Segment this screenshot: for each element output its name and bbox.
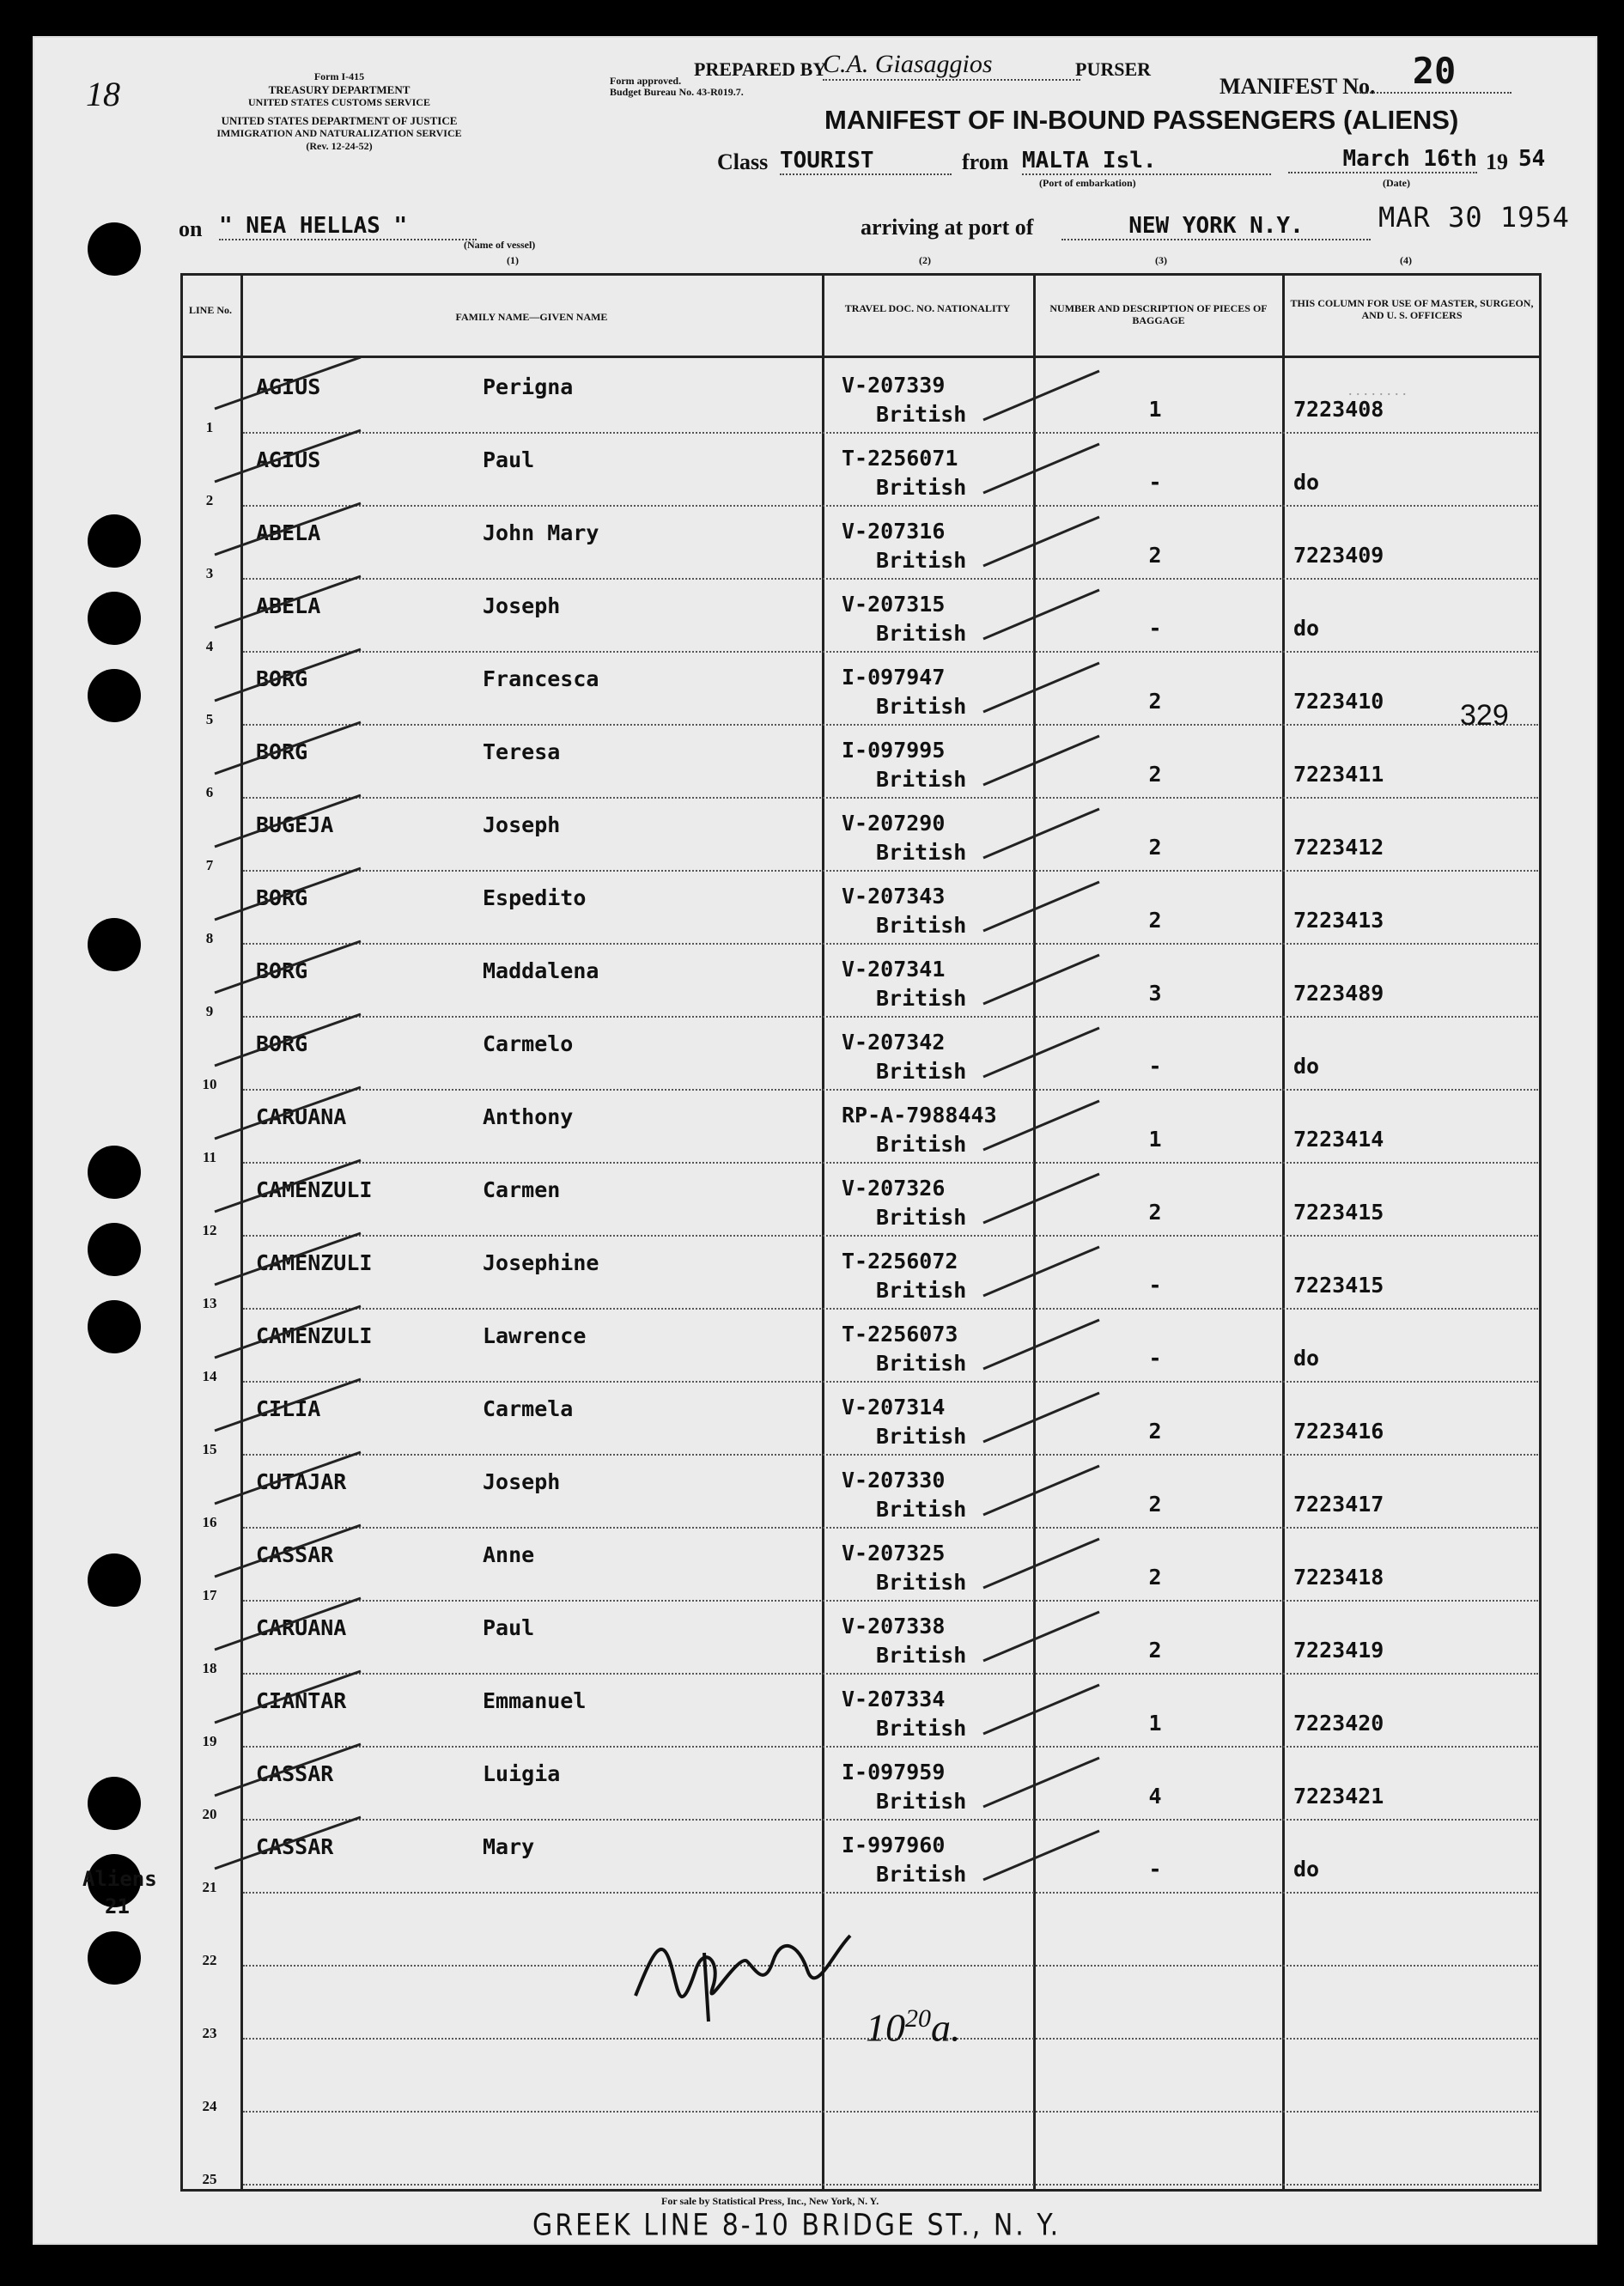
doc-check-mark-icon [979,875,1108,935]
officer-code: do [1293,1346,1320,1371]
manifest-title: MANIFEST OF IN-BOUND PASSENGERS (ALIENS) [824,105,1459,135]
nationality: British [876,402,967,427]
doc-check-mark-icon [979,364,1108,424]
nationality: British [876,1205,967,1230]
family-name: CUTAJAR [256,1469,347,1494]
row-rule [243,505,1538,507]
given-name: Paul [483,447,535,472]
family-name: CAMENZULI [256,1250,373,1275]
given-name: Luigia [483,1761,561,1786]
travel-doc-number: V-207330 [842,1468,946,1493]
header-name: FAMILY NAME—GIVEN NAME [455,311,608,323]
year-suffix: 54 [1518,146,1546,172]
officer-code: 7223415 [1293,1200,1384,1225]
nationality: British [876,1278,967,1303]
form-number: Form I-415 [313,70,365,82]
line-number: 1 [205,419,214,435]
nationality: British [876,475,967,500]
check-mark-icon [206,1371,378,1439]
family-name: BORG [256,885,308,910]
nationality: British [876,1059,967,1084]
baggage-count: 4 [1148,1784,1162,1809]
family-name: CAMENZULI [256,1177,373,1202]
nationality: British [876,986,967,1011]
given-name: Carmela [483,1396,574,1421]
travel-doc-number: V-207334 [842,1687,946,1711]
column-number-4: (4) [1400,254,1412,266]
travel-doc-number: T-2256071 [842,446,958,471]
row-rule [243,1746,1538,1748]
header-officers-text: THIS COLUMN FOR USE OF MASTER, SURGEON, AND U. S. OFFICERS [1290,297,1534,321]
given-name: Carmelo [483,1031,574,1056]
nationality: British [876,1862,967,1887]
given-name: Paul [483,1615,535,1640]
line-number: 2 [205,492,214,508]
check-mark-icon [206,1079,378,1147]
margin-note-number: 329 [1460,699,1509,732]
family-name: CILIA [256,1396,321,1421]
purser-signature: C.A. Giasaggios [823,50,1080,81]
column-number-3: (3) [1155,254,1167,266]
row-rule [243,1892,1538,1894]
check-mark-icon [206,1517,378,1585]
travel-doc-number: V-207325 [842,1541,946,1566]
row-rule [243,1527,1538,1529]
family-name: CAMENZULI [256,1323,373,1348]
vessel-note: (Name of vessel) [464,239,536,251]
given-name: Teresa [483,739,561,764]
line-number: 21 [202,1879,217,1895]
table-top-border [180,273,1542,276]
baggage-count: 2 [1148,543,1162,568]
officer-code: 7223413 [1293,908,1384,933]
given-name: Lawrence [483,1323,587,1348]
check-mark-icon [206,495,378,563]
nationality: British [876,1351,967,1376]
travel-doc-number: V-207326 [842,1176,946,1201]
line-number: 23 [202,2025,217,2041]
officer-code: 7223412 [1293,835,1384,860]
row-rule [243,1454,1538,1456]
line-number: 18 [202,1660,217,1676]
doc-check-mark-icon [979,1678,1108,1738]
officer-code: do [1293,470,1320,495]
nationality: British [876,913,967,938]
from-label: from [962,149,1009,174]
approval-line-2: Budget Bureau No. 43-R019.7. [610,86,744,98]
table-header-border [180,356,1542,358]
officer-code: 7223415 [1293,1273,1384,1298]
line-number: 17 [202,1587,217,1603]
handwritten-time-minutes: 20 [905,2004,931,2033]
doc-check-mark-icon [979,1313,1108,1373]
check-mark-icon [206,1809,378,1877]
line-number: 5 [205,711,214,727]
row-rule [243,1235,1538,1237]
travel-doc-number: V-207338 [842,1614,946,1639]
row-rule [243,1016,1538,1018]
baggage-count: - [1148,1346,1162,1371]
vessel-name: " NEA HELLAS " [219,213,477,240]
family-name: CASSAR [256,1761,334,1786]
baggage-count: - [1148,616,1162,641]
baggage-count: 2 [1148,1492,1162,1517]
row-rule [243,1308,1538,1310]
row-rule [243,870,1538,872]
line-number: 24 [202,2098,217,2114]
given-name: Joseph [483,812,561,837]
doc-check-mark-icon [979,1605,1108,1665]
doc-check-mark-icon [979,510,1108,570]
handwritten-time [866,2004,961,2050]
travel-doc-number: V-207343 [842,884,946,909]
check-mark-icon [206,568,378,636]
nationality: British [876,621,967,646]
baggage-count: - [1148,1857,1162,1882]
line-number: 9 [205,1003,214,1019]
travel-doc-number: I-097959 [842,1760,946,1784]
check-mark-icon [206,349,378,417]
manifest-page [33,36,1597,2245]
doc-check-mark-icon [979,1240,1108,1300]
row-rule [243,651,1538,653]
class-label: Class [717,149,769,174]
nationality: British [876,840,967,865]
line-number: 6 [205,784,214,800]
column-number-1: (1) [507,254,519,266]
given-name: Anthony [483,1104,574,1129]
year-prefix: 19 [1486,149,1508,174]
officer-code: 7223408 [1293,397,1384,422]
check-mark-icon [206,714,378,782]
arrival-date-stamp: MAR 30 1954 [1378,201,1570,234]
doc-check-mark-icon [979,583,1108,643]
officer-code: 7223489 [1293,981,1384,1006]
officer-code: 7223417 [1293,1492,1384,1517]
header-officers [1286,297,1537,321]
baggage-count: 1 [1148,1127,1162,1152]
check-mark-icon [206,1298,378,1366]
officer-code: 7223421 [1293,1784,1384,1809]
doc-check-mark-icon [979,437,1108,497]
treasury-dept: TREASURY DEPARTMENT [268,83,411,96]
line-number: 8 [205,930,214,946]
baggage-count: 2 [1148,1200,1162,1225]
nationality: British [876,1424,967,1449]
check-mark-icon [206,1663,378,1731]
purser-label: PURSER [1075,58,1152,80]
row-rule [243,432,1538,434]
check-mark-icon [206,1736,378,1804]
arrival-port: NEW YORK N.Y. [1061,213,1371,240]
row-rule [243,1381,1538,1383]
handwritten-time-hour: 10 [866,2005,905,2050]
line-number: 15 [202,1441,217,1457]
baggage-count: - [1148,1054,1162,1079]
line-number: 12 [202,1222,217,1238]
travel-doc-number: V-207316 [842,519,946,544]
travel-doc-number: I-997960 [842,1833,946,1857]
row-rule [243,578,1538,580]
given-name: Joseph [483,593,561,618]
given-name: Josephine [483,1250,599,1275]
given-name: Joseph [483,1469,561,1494]
officer-code: do [1293,1054,1320,1079]
row-rule [243,2111,1538,2113]
header-travel-doc-text: TRAVEL DOC. NO. NATIONALITY [844,302,1011,314]
travel-doc-number: V-207339 [842,373,946,398]
row-rule [243,1162,1538,1164]
row-rule [243,1089,1538,1091]
check-mark-icon [206,641,378,709]
form-revision: (Rev. 12-24-52) [306,140,373,152]
family-name: AGIUS [256,447,321,472]
given-name: Anne [483,1542,535,1567]
baggage-count: 1 [1148,1711,1162,1736]
header-travel-doc [824,302,1031,314]
header-baggage-text: NUMBER AND DESCRIPTION OF PIECES OF BAGGAGE [1049,302,1268,326]
baggage-count: 2 [1148,1638,1162,1663]
nationality: British [876,1643,967,1668]
baggage-count: - [1148,1273,1162,1298]
doc-check-mark-icon [979,802,1108,862]
line-number: 4 [205,638,214,654]
officer-code: do [1293,616,1320,641]
row-rule [243,1965,1538,1967]
family-name: CARUANA [256,1615,347,1640]
given-name: Maddalena [483,958,599,983]
travel-doc-number: V-207314 [842,1395,946,1420]
check-mark-icon [206,933,378,1001]
travel-doc-number: V-207342 [842,1030,946,1055]
column-number-2: (2) [919,254,931,266]
manifest-number: 20 [1357,50,1511,94]
travel-doc-number: RP-A-7988443 [842,1103,997,1128]
family-name: CASSAR [256,1834,334,1859]
nationality: British [876,1570,967,1595]
doc-check-mark-icon [979,1751,1108,1811]
doc-check-mark-icon [979,948,1108,1008]
doc-check-mark-icon [979,1459,1108,1519]
row-rule [243,1819,1538,1821]
form-agency-block [189,70,490,153]
family-name: AGIUS [256,374,321,399]
port-embarkation-note: (Port of embarkation) [1039,177,1136,189]
doc-check-mark-icon [979,656,1108,716]
travel-doc-number: V-207290 [842,811,946,836]
officer-code: do [1293,1857,1320,1882]
table-row [34,2116,1580,2189]
family-name: ABELA [256,520,321,545]
family-name: CASSAR [256,1542,334,1567]
ins-service: IMMIGRATION AND NATURALIZATION SERVICE [216,127,462,139]
bleed-through-text: . . . . . . . . [1348,381,1407,398]
travel-doc-number: I-097995 [842,738,946,763]
officer-code: 7223416 [1293,1419,1384,1444]
line-number: 16 [202,1514,217,1530]
embarkation-date: March 16th [1288,146,1477,173]
baggage-count: 2 [1148,908,1162,933]
doc-check-mark-icon [979,1021,1108,1081]
officer-code: 7223410 [1293,689,1384,714]
baggage-count: 2 [1148,835,1162,860]
check-mark-icon [206,1444,378,1512]
line-number: 3 [205,565,214,581]
line-number: 11 [202,1149,217,1165]
officer-code: 7223411 [1293,762,1384,787]
line-number: 14 [202,1368,217,1384]
given-name: Emmanuel [483,1688,587,1713]
doc-check-mark-icon [979,1094,1108,1154]
check-mark-icon [206,860,378,928]
class-value: TOURIST [780,148,952,175]
baggage-count: 2 [1148,762,1162,787]
justice-dept: UNITED STATES DEPARTMENT OF JUSTICE [221,114,458,127]
nationality: British [876,1132,967,1157]
family-name: BORG [256,739,308,764]
line-number: 19 [202,1733,217,1749]
nationality: British [876,1716,967,1741]
officer-code: 7223419 [1293,1638,1384,1663]
nationality: British [876,1789,967,1814]
family-name: BORG [256,958,308,983]
doc-check-mark-icon [979,1824,1108,1884]
family-name: CIANTAR [256,1688,347,1713]
nationality: British [876,767,967,792]
table-bottom-border [180,2189,1542,2192]
doc-check-mark-icon [979,729,1108,789]
row-rule [243,1673,1538,1675]
date-note: (Date) [1383,177,1410,189]
family-name: CARUANA [256,1104,347,1129]
baggage-count: 2 [1148,1419,1162,1444]
on-label: on [179,216,203,241]
prepared-by-label: PREPARED BY [694,58,827,80]
line-number: 13 [202,1295,217,1311]
line-number: 10 [202,1076,217,1092]
given-name: John Mary [483,520,599,545]
line-number: 25 [202,2171,217,2187]
doc-check-mark-icon [979,1386,1108,1446]
officer-code: 7223420 [1293,1711,1384,1736]
punch-hole [88,222,141,276]
check-mark-icon [206,1006,378,1074]
family-name: BORG [256,666,308,691]
baggage-count: 1 [1148,397,1162,422]
given-name: Perigna [483,374,574,399]
nationality: British [876,548,967,573]
printer-footer: For sale by Statistical Press, Inc., New York, N. Y. [661,2195,879,2207]
baggage-count: 2 [1148,1565,1162,1590]
doc-check-mark-icon [979,1532,1108,1592]
doc-check-mark-icon [979,1167,1108,1227]
travel-doc-number: I-097947 [842,665,946,690]
family-name: ABELA [256,593,321,618]
row-rule [243,724,1538,726]
inspector-signature [618,1901,876,2030]
line-number: 20 [202,1806,217,1822]
nationality: British [876,1497,967,1522]
given-name: Carmen [483,1177,561,1202]
travel-doc-number: V-207341 [842,957,946,982]
row-rule [243,797,1538,799]
given-name: Francesca [483,666,599,691]
arriving-label: arriving at port of [861,215,1034,240]
nationality: British [876,694,967,719]
header-line-no-text: LINE No. [188,304,232,316]
officer-code: 7223418 [1293,1565,1384,1590]
check-mark-icon [206,1225,378,1293]
greek-line-stamp: GREEK LINE 8-10 BRIDGE ST., N. Y. [532,2208,1061,2243]
check-mark-icon [206,1590,378,1658]
family-name: BORG [256,1031,308,1056]
officer-code: 7223409 [1293,543,1384,568]
check-mark-icon [206,787,378,855]
line-number: 7 [205,857,214,873]
header-baggage [1036,302,1281,326]
row-rule [243,1600,1538,1602]
family-name: BUGEJA [256,812,334,837]
given-name: Mary [483,1834,535,1859]
customs-service: UNITED STATES CUSTOMS SERVICE [248,96,430,108]
embarkation-port: MALTA Isl. [1022,148,1271,175]
baggage-count: - [1148,470,1162,495]
officer-code: 7223414 [1293,1127,1384,1152]
manifest-no-label: MANIFEST No. [1220,74,1376,99]
handwritten-time-suffix: a. [931,2005,961,2050]
check-mark-icon [206,1152,378,1220]
table-row [34,1824,1580,1897]
row-rule [243,2184,1538,2186]
approval-line-1: Form approved. [610,75,682,87]
table-row [34,2043,1580,2116]
line-number: 22 [202,1952,217,1968]
aliens-count: 21 [105,1894,130,1918]
baggage-count: 2 [1148,689,1162,714]
travel-doc-number: V-207315 [842,592,946,617]
check-mark-icon [206,422,378,490]
row-rule [243,943,1538,945]
header-line-no [182,304,239,316]
given-name: Espedito [483,885,587,910]
aliens-label: Aliens [82,1867,157,1891]
baggage-count: 3 [1148,981,1162,1006]
travel-doc-number: T-2256072 [842,1249,958,1274]
travel-doc-number: T-2256073 [842,1322,958,1347]
corner-mark: 18 [86,75,120,113]
